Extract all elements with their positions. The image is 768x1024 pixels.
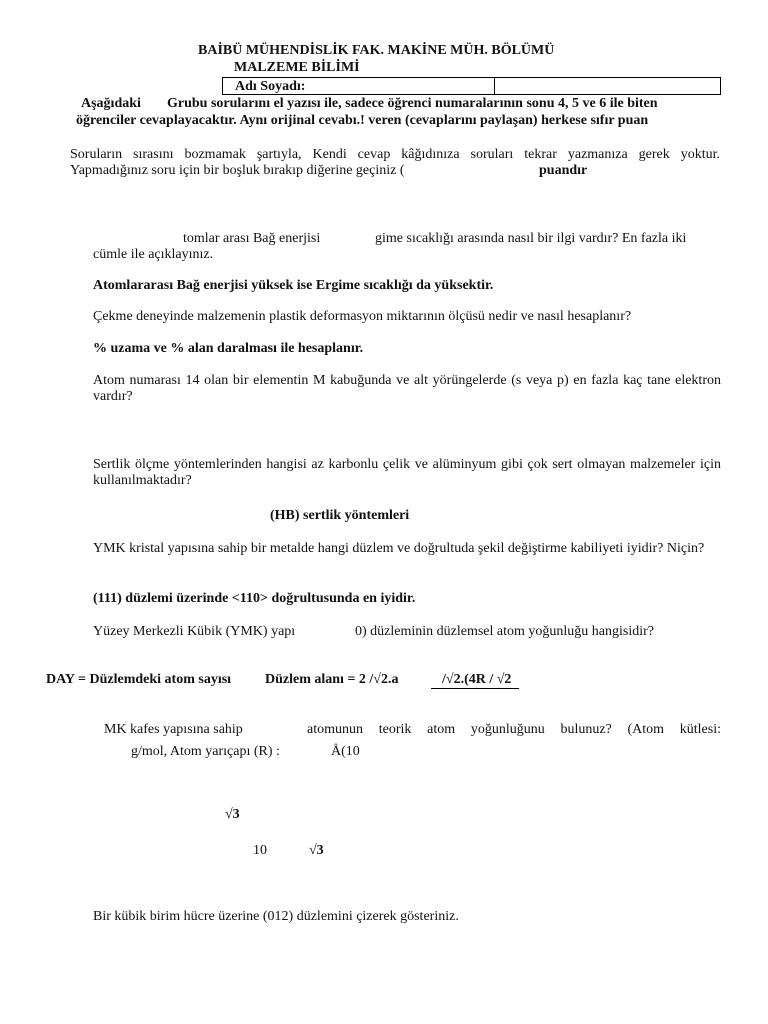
- work-sqrt3-a: √3: [225, 807, 240, 822]
- question-2: Çekme deneyinde malzemenin plastik deformasyon miktarının ölçüsü nedir ve nasıl hesaplanır?: [93, 309, 632, 324]
- name-label: Adı Soyadı:: [223, 78, 495, 95]
- answer-5: (111) düzlemi üzerinde <110> doğrultusunda en iyidir.: [93, 591, 416, 606]
- instructions-line1b: Grubu sorularını el yazısı ile, sadece öğrenci numaralarının sonu 4, 5 ve 6 ile biten: [167, 96, 658, 111]
- question-7-part-a: MK kafes yapısına sahip: [104, 722, 243, 737]
- question-8: Bir kübik birim hücre üzerine (012) düzlemini çizerek gösteriniz.: [93, 909, 459, 924]
- question-7-part-b: atomunun teorik atom yoğunluğunu bulunuz? (Atom kütlesi:: [307, 722, 721, 737]
- rules-points: puandır: [539, 163, 588, 178]
- question-1-part-a: tomlar arası Bağ enerjisi: [183, 231, 321, 246]
- instructions-line2: öğrenciler cevaplayacaktır. Aynı orijinal cevabı.! veren (cevaplarını paylaşan) herkese sıfır puan: [76, 113, 649, 128]
- question-4: Sertlik ölçme yöntemlerinden hangisi az karbonlu çelik ve alüminyum gibi çok sert olmayan malzemeler için kullanılmaktadır?: [93, 457, 721, 488]
- question-7-part-d: Å(10: [331, 744, 360, 759]
- answer-2: % uzama ve % alan daralması ile hesaplanır.: [93, 341, 364, 356]
- answer-6-part-a: DAY = Düzlemdeki atom sayısı: [46, 672, 232, 687]
- answer-6-part-b: Düzlem alanı = 2 /√2.a: [265, 672, 399, 687]
- question-6-part-b: 0) düzleminin düzlemsel atom yoğunluğu hangisidir?: [355, 624, 654, 639]
- name-box: [222, 77, 721, 95]
- answer-4: (HB) sertlik yöntemleri: [270, 508, 410, 523]
- header-title: BAİBÜ MÜHENDİSLİK FAK. MAKİNE MÜH. BÖLÜMÜ: [198, 43, 555, 58]
- question-5: YMK kristal yapısına sahip bir metalde hangi düzlem ve doğrultuda şekil değiştirme kabiliyeti iyidir? Niçin?: [93, 541, 705, 556]
- instructions-line1a: Aşağıdaki: [81, 96, 141, 111]
- answer-6-part-c: /√2.(4R / √2: [431, 672, 519, 689]
- work-sqrt3-b: √3: [309, 843, 324, 858]
- rules-line2: Yapmadığınız soru için bir boşluk bırakıp diğerine geçiniz (: [70, 163, 405, 178]
- question-1-part-c: cümle ile açıklayınız.: [93, 247, 214, 262]
- question-7-part-c: g/mol, Atom yarıçapı (R) :: [131, 744, 280, 759]
- question-3: Atom numarası 14 olan bir elementin M kabuğunda ve alt yörüngelerde (s veya p) en fazla kaç tane elektron vardır?: [93, 373, 721, 404]
- question-1-part-b: gime sıcaklığı arasında nasıl bir ilgi vardır? En fazla iki: [375, 231, 687, 246]
- name-field[interactable]: [495, 78, 721, 95]
- rules-line1: Soruların sırasını bozmamak şartıyla, Kendi cevap kâğıdınıza soruları tekrar yazmanıza gerek yoktur.: [70, 147, 720, 162]
- work-ten: 10: [253, 843, 267, 858]
- header-subtitle: MALZEME BİLİMİ: [234, 60, 360, 75]
- answer-1: Atomlararası Bağ enerjisi yüksek ise Ergime sıcaklığı da yüksektir.: [93, 278, 494, 293]
- question-6-part-a: Yüzey Merkezli Kübik (YMK) yapı: [93, 624, 296, 639]
